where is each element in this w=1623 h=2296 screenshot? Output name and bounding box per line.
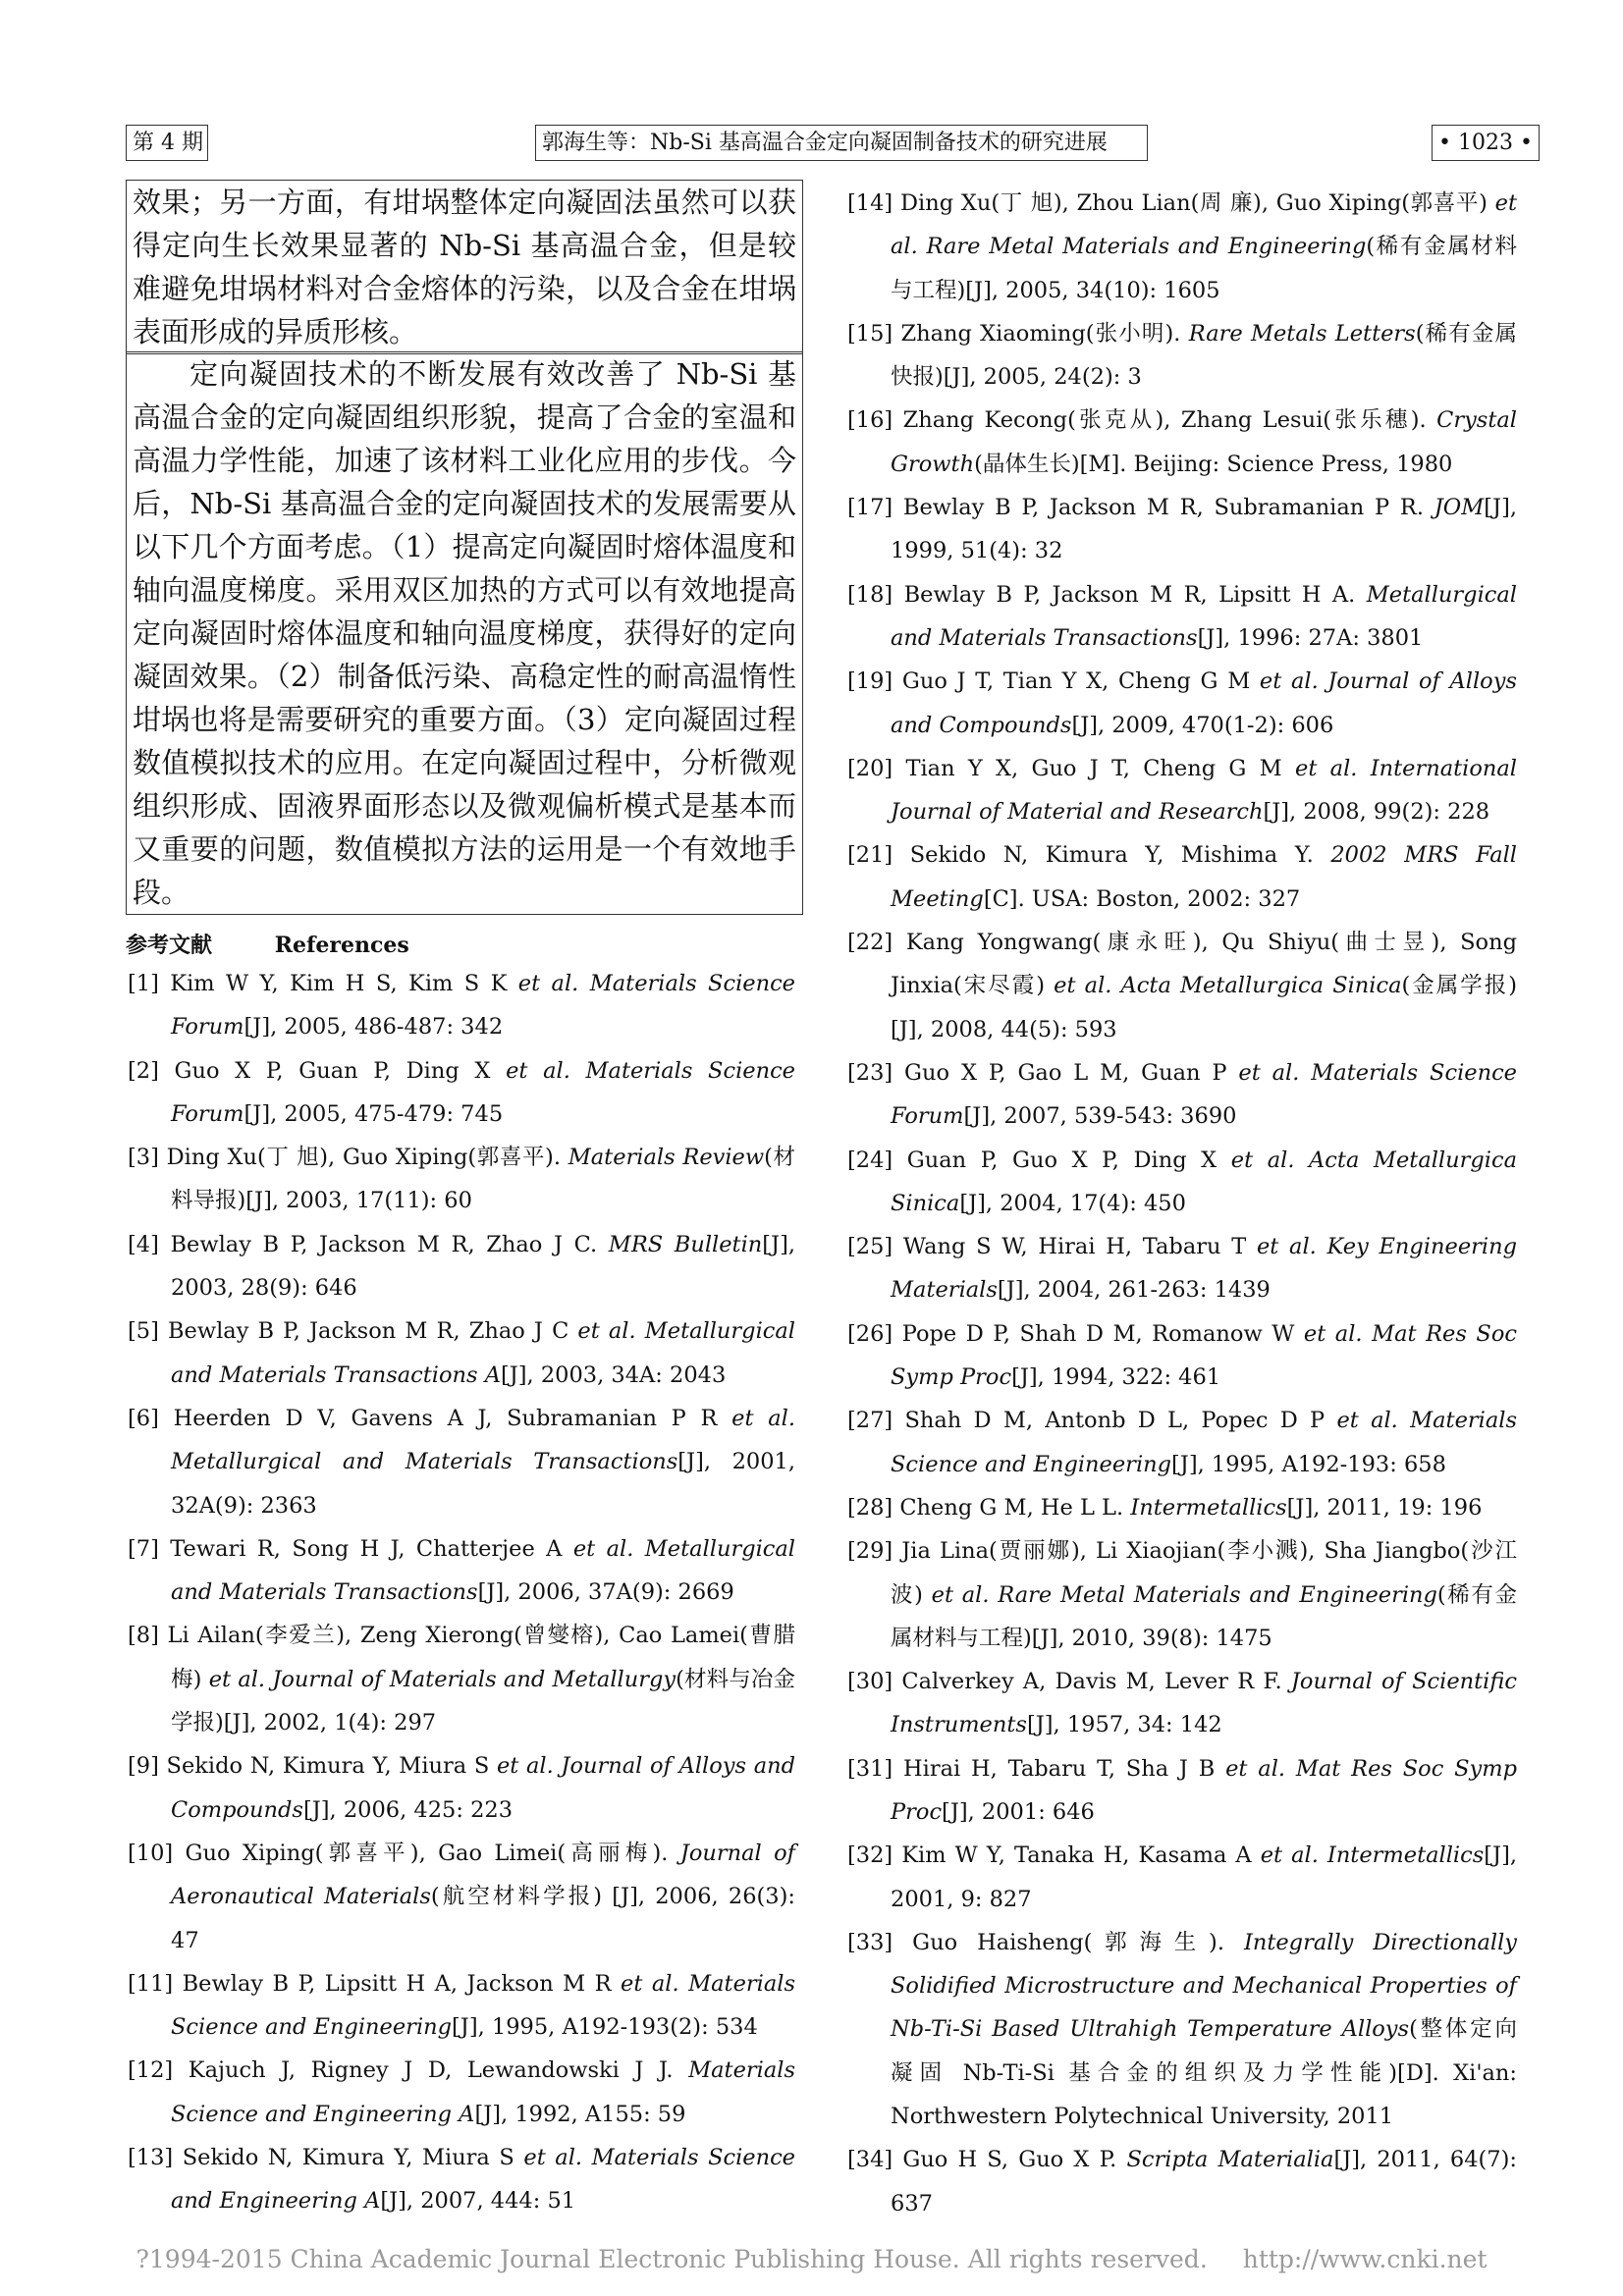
reference-authors: [1] Kim W Y, Kim H S, Kim S K — [128, 971, 518, 996]
reference-entry — [128, 962, 795, 1049]
reference-authors: [22] Kang Yongwang(康永旺), Qu Shiyu(曲士昱), Song Jinxia(宋尽霞) — [847, 930, 1517, 999]
reference-details: [J], 2001, 32A(9): 2363 — [171, 1449, 795, 1519]
reference-authors: [6] Heerden D V, Gavens A J, Subramanian P R — [128, 1405, 732, 1431]
header-issue — [126, 125, 208, 161]
reference-entry — [847, 660, 1517, 747]
reference-entry — [847, 1747, 1517, 1835]
reference-details: (晶体生长)[M]. Beijing: Science Press, 1980 — [974, 451, 1453, 477]
reference-source: et al. Journal of Alloys and Compounds — [171, 1753, 796, 1823]
reference-source: et al. Materials Science and Engineering — [891, 1408, 1518, 1477]
reference-authors: [4] Bewlay B P, Jackson M R, Zhao J C. — [128, 1231, 609, 1257]
reference-source: Integrally Directionally Solidified Microstructure and Mechanical Properties of Nb-Ti-Si Based Ultrahigh Temperature Alloys — [891, 1929, 1518, 2043]
reference-details: (稀有金属材料与工程)[J], 2010, 39(8): 1475 — [891, 1581, 1517, 1651]
reference-entry — [847, 1139, 1517, 1226]
reference-details: [J], 1957, 34: 142 — [1026, 1712, 1222, 1738]
references-list-right — [847, 182, 1517, 2225]
reference-authors: [12] Kajuch J, Rigney J D, Lewandowski J J. — [128, 2057, 689, 2084]
reference-details: [J], 1999, 51(4): 32 — [891, 495, 1517, 564]
reference-source: et al. Materials Science Forum — [891, 1059, 1517, 1130]
reference-source: et al. Rare Metal Materials and Engineering — [891, 190, 1517, 260]
reference-details: (航空材料学报) [J], 2006, 26(3): 47 — [171, 1884, 795, 1953]
reference-entry — [847, 2138, 1517, 2225]
reference-entry — [847, 486, 1517, 573]
reference-authors: [21] Sekido N, Kimura Y, Mishima Y. — [847, 842, 1331, 869]
reference-entry — [128, 1136, 795, 1223]
reference-source: MRS Bulletin — [608, 1231, 763, 1257]
reference-source: et al. Acta Metallurgica Sinica — [891, 1147, 1517, 1216]
reference-details: [J], 1996: 27A: 3801 — [1197, 624, 1424, 651]
issue-label: 第 4 期 — [133, 131, 203, 155]
reference-details: [J], 2011, 64(7): 637 — [891, 2147, 1517, 2216]
reference-source: et al. Metallurgical and Materials Transactions A — [171, 1318, 795, 1388]
reference-entry — [847, 1051, 1517, 1139]
reference-details: [J], 2007, 444: 51 — [380, 2188, 576, 2215]
reference-authors: [33] Guo Haisheng(郭海生). — [847, 1929, 1244, 1955]
reference-source: et al. Mat Res Soc Symp Proc — [891, 1320, 1517, 1391]
reference-details: [J], 2006, 425: 223 — [302, 1796, 514, 1823]
reference-entry — [128, 1223, 795, 1310]
reference-source: JOM — [1434, 495, 1485, 521]
reference-details: (材料导报)[J], 2003, 17(11): 60 — [171, 1145, 796, 1214]
reference-authors: [17] Bewlay B P, Jackson M R, Subramanian P R. — [847, 495, 1434, 521]
reference-entry — [128, 1049, 795, 1137]
running-title: 郭海生等：Nb-Si 基高温合金定向凝固制备技术的研究进展 — [542, 131, 1108, 155]
reference-entry — [128, 1962, 795, 2050]
reference-details: [J], 2009, 470(1-2): 606 — [1071, 712, 1334, 738]
reference-entry — [847, 1399, 1517, 1486]
reference-source: et al. Rare Metal Materials and Engineering — [931, 1581, 1437, 1608]
reference-details: [J], 2003, 28(9): 646 — [171, 1231, 795, 1302]
copyright-text: ?1994-2015 China Academic Journal Electronic Publishing House. All rights reserved. — [135, 2245, 1208, 2273]
reference-source: Crystal Growth — [891, 407, 1517, 477]
reference-authors: [30] Calverkey A, Davis M, Lever R F. — [847, 1669, 1291, 1695]
paragraph-text: 定向凝固技术的不断发展有效改善了 Nb-Si 基高温合金的定向凝固组织形貌，提高了合金的室温和高温力学性能，加速了该材料工业化应用的步伐。今后，Nb-Si 基高温合金的定向凝固技术的发展需要从以下几个方面考虑。（1）提高定向凝固时熔体温度和轴向温度梯度。采用双区加热的方式可以有效地提高定向凝固时熔体温度和轴向温度梯度，获得好的定向凝固效果。（2）制备低污染、高稳定性的耐高温惰性坩埚也将是需要研究的重要方面。（3）定向凝固过程数值模拟技术的应用。在定向凝固过程中，分析微观组织形成、固液界面形态以及微观偏析模式是基本而又重要的问题，数值模拟方法的运用是一个有效地手段。 — [133, 357, 796, 909]
reference-source: et al. Materials Science Forum — [171, 1057, 795, 1127]
header-page — [1432, 125, 1540, 161]
references-heading-cn: 参考文献 — [126, 933, 213, 958]
reference-authors: [11] Bewlay B P, Lipsitt H A, Jackson M R — [128, 1970, 622, 1997]
reference-details: [J], 2001, 9: 827 — [891, 1842, 1517, 1912]
reference-source: et al. Materials Science and Engineering — [171, 1970, 795, 2041]
reference-authors: [20] Tian Y X, Guo J T, Cheng G M — [847, 755, 1296, 781]
reference-entry — [128, 1614, 795, 1744]
paragraph-text: 效果；另一方面，有坩埚整体定向凝固法虽然可以获得定向生长效果显著的 Nb-Si 基高温合金，但是较难避免坩埚材料对合金熔体的污染，以及合金在坩埚表面形成的异质形核。 — [133, 186, 796, 348]
reference-entry — [847, 921, 1517, 1051]
reference-details: (材料与冶金学报)[J], 2002, 1(4): 297 — [171, 1666, 795, 1736]
reference-authors: [3] Ding Xu(丁 旭), Guo Xiping(郭喜平). — [128, 1145, 568, 1171]
reference-entry — [128, 1744, 795, 1832]
cnki-url: http://www.cnki.net — [1242, 2245, 1488, 2273]
reference-source: et al. Intermetallics — [1260, 1842, 1485, 1869]
reference-authors: [5] Bewlay B P, Jackson M R, Zhao J C — [128, 1318, 578, 1345]
body-paragraph-2 — [126, 351, 803, 915]
reference-authors: [34] Guo H S, Guo X P. — [847, 2147, 1127, 2173]
header-title — [535, 125, 1148, 161]
references-heading-en: References — [274, 933, 409, 958]
reference-entry — [847, 1225, 1517, 1312]
reference-entry — [847, 747, 1517, 834]
reference-details: [J], 2006, 37A(9): 2669 — [477, 1579, 734, 1606]
copyright-footer — [0, 2245, 1623, 2273]
reference-details: (稀有金属材料与工程)[J], 2005, 34(10): 1605 — [891, 234, 1518, 303]
reference-source: et al. Acta Metallurgica Sinica — [1054, 973, 1402, 999]
reference-details: [J], 2005, 475-479: 745 — [243, 1100, 504, 1127]
reference-authors: [14] Ding Xu(丁 旭), Zhou Lian(周 廉), Guo Xiping(郭喜平) — [847, 190, 1495, 216]
reference-authors: [23] Guo X P, Gao L M, Guan P — [847, 1059, 1239, 1086]
reference-details: [J], 1992, A155: 59 — [474, 2101, 686, 2127]
reference-source: Journal of Aeronautical Materials — [171, 1840, 795, 1910]
reference-entry — [847, 1921, 1517, 2138]
reference-entry — [128, 2049, 795, 2136]
reference-authors: [26] Pope D P, Shah D M, Romanow W — [847, 1320, 1304, 1347]
reference-details: [J], 2004, 261-263: 1439 — [997, 1277, 1271, 1304]
reference-source: et al. Metallurgical and Materials Transactions — [171, 1535, 796, 1606]
reference-details: (整体定向凝固 Nb-Ti-Si 基合金的组织及力学性能)[D]. Xi'an: Northwestern Polytechnical University, 2011 — [891, 2016, 1517, 2130]
reference-entry — [128, 2136, 795, 2223]
reference-entry — [847, 1312, 1517, 1400]
reference-source: et al. Metallurgical and Materials Transactions — [171, 1405, 795, 1475]
reference-authors: [15] Zhang Xiaoming(张小明). — [847, 320, 1189, 347]
reference-source: et al. Materials Science and Engineering A — [171, 2145, 795, 2215]
reference-source: Materials Science and Engineering A — [171, 2057, 795, 2127]
reference-entry — [128, 1397, 795, 1527]
reference-source: Scripta Materialia — [1126, 2147, 1334, 2173]
reference-source: et al. Journal of Alloys and Compounds — [891, 668, 1517, 738]
reference-details: [J], 1995, A192-193(2): 534 — [452, 2014, 758, 2041]
reference-details: [J], 1994, 322: 461 — [1011, 1364, 1221, 1391]
reference-source: Journal of Scientific Instruments — [891, 1669, 1517, 1738]
reference-source: et al. Mat Res Soc Symp Proc — [891, 1755, 1518, 1825]
reference-authors: [19] Guo J T, Tian Y X, Cheng G M — [847, 668, 1260, 695]
reference-entry — [847, 833, 1517, 921]
reference-entry — [847, 1660, 1517, 1747]
reference-entry — [128, 1309, 795, 1397]
reference-authors: [8] Li Ailan(李爱兰), Zeng Xierong(曾燮榕), Cao Lamei(曹腊梅) — [128, 1623, 795, 1692]
references-list-left — [128, 962, 795, 2223]
reference-authors: [7] Tewari R, Song H J, Chatterjee A — [128, 1535, 573, 1562]
reference-source: et al. Key Engineering Materials — [891, 1234, 1517, 1304]
reference-authors: [31] Hirai H, Tabaru T, Sha J B — [847, 1755, 1226, 1782]
reference-source: Rare Metals Letters — [1188, 320, 1416, 347]
reference-details: [C]. USA: Boston, 2002: 327 — [983, 885, 1301, 912]
reference-authors: [18] Bewlay B P, Jackson M R, Lipsitt H A. — [847, 581, 1367, 608]
reference-source: et al. Journal of Materials and Metallurgy — [208, 1666, 676, 1692]
reference-source: et al. Materials Science Forum — [171, 971, 795, 1041]
reference-authors: [10] Guo Xiping(郭喜平), Gao Limei(高丽梅). — [128, 1840, 680, 1866]
reference-details: [J], 1995, A192-193: 658 — [1171, 1451, 1446, 1477]
reference-authors: [16] Zhang Kecong(张克从), Zhang Lesui(张乐穗). — [847, 407, 1437, 434]
reference-details: (金属学报)[J], 2008, 44(5): 593 — [891, 973, 1517, 1042]
reference-entry — [128, 1832, 795, 1962]
reference-authors: [29] Jia Lina(贾丽娜), Li Xiaojian(李小溅), Sha Jiangbo(沙江波) — [847, 1538, 1517, 1608]
reference-details: [J], 2001: 646 — [942, 1798, 1095, 1825]
reference-details: [J], 2004, 17(4): 450 — [959, 1190, 1186, 1216]
reference-details: [J], 2003, 34A: 2043 — [500, 1362, 727, 1388]
reference-details: [J], 2007, 539-543: 3690 — [963, 1103, 1237, 1130]
reference-authors: [28] Cheng G M, He L L. — [847, 1494, 1131, 1521]
reference-entry — [847, 1834, 1517, 1921]
reference-source: Intermetallics — [1130, 1494, 1287, 1521]
reference-authors: [24] Guan P, Guo X P, Ding X — [847, 1147, 1231, 1173]
body-paragraph-1 — [126, 180, 803, 354]
reference-source: Materials Review — [568, 1145, 765, 1171]
reference-source: Metallurgical and Materials Transactions — [891, 581, 1517, 651]
reference-authors: [25] Wang S W, Hirai H, Tabaru T — [847, 1234, 1257, 1260]
reference-entry — [128, 1527, 795, 1615]
reference-source: 2002 MRS Fall Meeting — [891, 842, 1517, 912]
reference-details: [J], 2005, 486-487: 342 — [243, 1014, 504, 1041]
reference-entry — [847, 182, 1517, 312]
reference-source: et al. International Journal of Material and Research — [891, 755, 1517, 826]
reference-details: [J], 2008, 99(2): 228 — [1263, 799, 1490, 826]
reference-authors: [32] Kim W Y, Tanaka H, Kasama A — [847, 1842, 1261, 1869]
references-heading — [126, 926, 805, 965]
reference-entry — [847, 1486, 1517, 1529]
reference-entry — [847, 1529, 1517, 1660]
reference-entry — [847, 573, 1517, 661]
reference-authors: [9] Sekido N, Kimura Y, Miura S — [128, 1753, 497, 1780]
page-number: • 1023 • — [1438, 131, 1533, 155]
reference-entry — [847, 399, 1517, 486]
reference-details: (稀有金属快报)[J], 2005, 24(2): 3 — [891, 320, 1517, 391]
reference-authors: [2] Guo X P, Guan P, Ding X — [128, 1057, 507, 1084]
reference-entry — [847, 312, 1517, 400]
reference-authors: [27] Shah D M, Antonb D L, Popec D P — [847, 1408, 1337, 1434]
reference-details: [J], 2011, 19: 196 — [1286, 1494, 1483, 1521]
reference-authors: [13] Sekido N, Kimura Y, Miura S — [128, 2145, 524, 2171]
